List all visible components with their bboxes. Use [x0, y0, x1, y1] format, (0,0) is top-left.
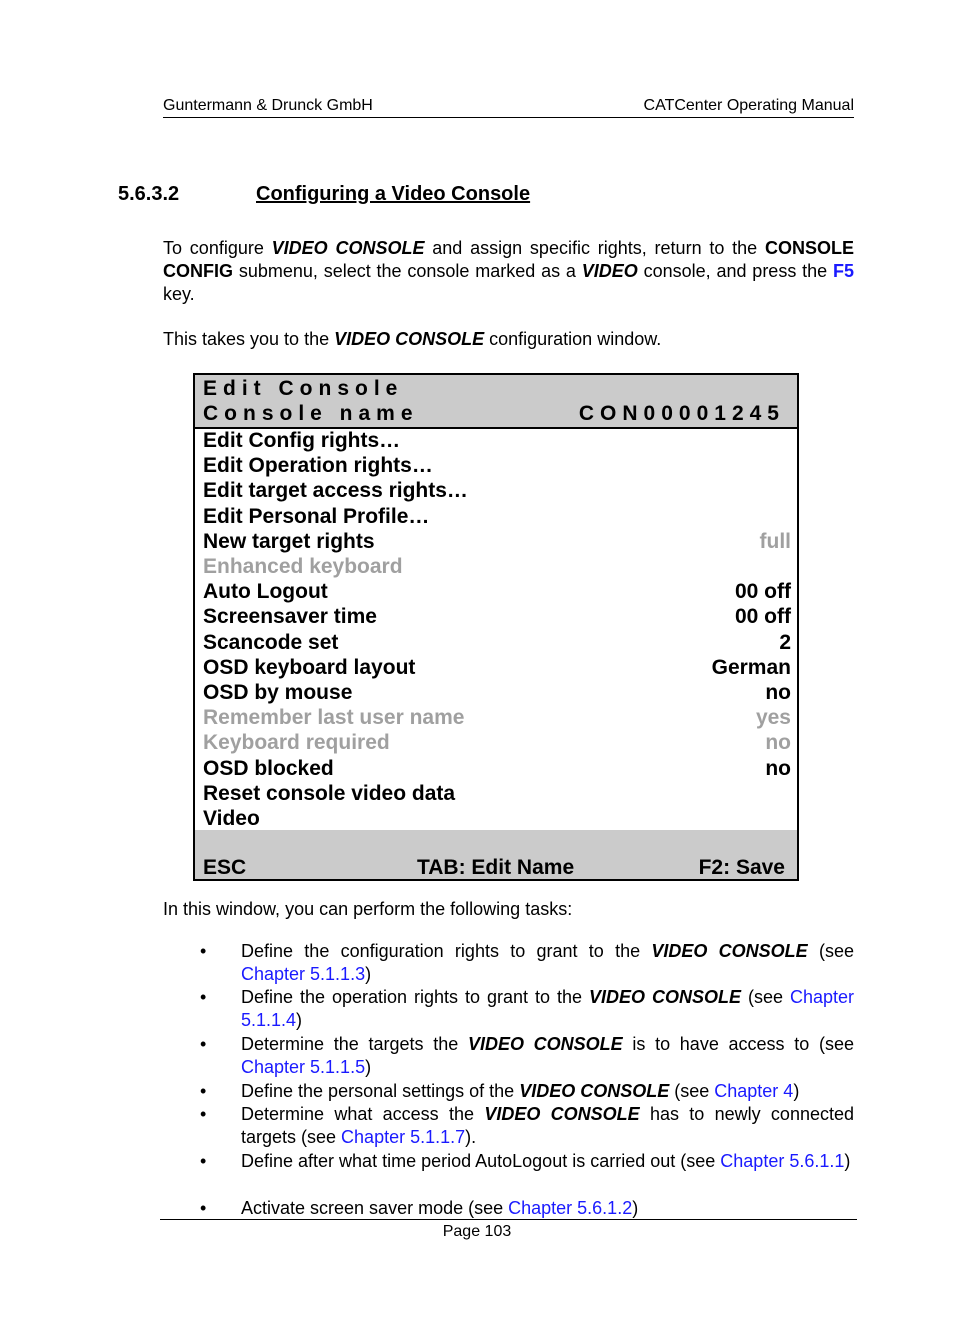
header-company: Guntermann & Drunck GmbH: [163, 97, 373, 114]
footer-rule: [160, 1219, 857, 1220]
osd-header: [195, 375, 797, 429]
osd-menu-item-value: 00 off: [734, 605, 791, 629]
osd-menu-item[interactable]: [203, 681, 791, 706]
osd-console-name-label: Console name: [203, 402, 419, 425]
header-manual-title: CATCenter Operating Manual: [643, 97, 854, 114]
osd-menu-item-label: Reset console video data: [203, 781, 456, 805]
osd-menu-item[interactable]: [203, 580, 791, 605]
bullet-icon: •: [200, 1104, 207, 1124]
osd-console-name-value[interactable]: CON00001245: [578, 402, 785, 425]
task-list-item-text: Define after what time period AutoLogout is carried out (see Chapter 5.6.1.1): [241, 1151, 851, 1171]
tasks-intro: In this window, you can perform the following tasks:: [163, 899, 573, 919]
osd-menu-item[interactable]: [203, 656, 791, 681]
osd-tab-edit-name[interactable]: TAB: Edit Name: [417, 856, 575, 879]
osd-menu-item-label: Auto Logout: [203, 580, 328, 604]
osd-esc-key[interactable]: ESC: [203, 856, 247, 879]
keyword-f5: F5: [832, 261, 854, 281]
osd-menu-item-label: Edit Personal Profile…: [203, 504, 430, 528]
bullet-icon: •: [200, 941, 207, 961]
keyword-console-config: CONSOLE CONFIG: [163, 238, 855, 281]
osd-menu-item[interactable]: [203, 631, 791, 656]
osd-menu-item-value: no: [765, 731, 791, 755]
osd-menu-item-label: OSD keyboard layout: [203, 655, 416, 679]
osd-menu-item-label: Edit target access rights…: [203, 479, 468, 503]
osd-menu-item[interactable]: [203, 429, 791, 454]
osd-menu-item-value: German: [711, 655, 791, 679]
osd-edit-console-window: [193, 373, 799, 881]
osd-menu-item-value: no: [765, 756, 791, 780]
osd-menu-item-label: Edit Config rights…: [203, 429, 401, 452]
osd-menu-item[interactable]: [203, 530, 791, 555]
osd-menu-item-label: Video: [203, 807, 260, 830]
chapter-link[interactable]: Chapter 5.1.1.4: [241, 987, 854, 1030]
bullet-icon: •: [200, 1081, 207, 1101]
osd-menu-item-label: Edit Operation rights…: [203, 454, 433, 478]
intro-paragraph: To configure VIDEO CONSOLE and assign specific rights, return to the CONSOLE CONFIG submenu, select the console marked as a VIDEO console, and press the F5 key.: [163, 238, 855, 304]
osd-menu-item-label: OSD by mouse: [203, 681, 353, 704]
osd-menu-item-label: Screensaver time: [203, 605, 377, 629]
task-list-item-text: Define the configuration rights to grant to the VIDEO CONSOLE (see Chapter 5.1.1.3): [241, 941, 854, 984]
bullet-icon: •: [200, 1034, 207, 1054]
window-paragraph: This takes you to the VIDEO CONSOLE configuration window.: [163, 329, 662, 349]
osd-menu-item[interactable]: [203, 454, 791, 479]
chapter-link[interactable]: Chapter 5.1.1.5: [241, 1057, 366, 1077]
osd-menu-item-label: Remember last user name: [203, 706, 465, 730]
task-list-item-text: Determine the targets the VIDEO CONSOLE is to have access to (see Chapter 5.1.1.5): [241, 1034, 854, 1077]
osd-menu-item-label: Scancode set: [203, 630, 339, 654]
osd-footer: [195, 830, 797, 879]
page-number: Page 103: [442, 1223, 512, 1240]
osd-menu-item[interactable]: [203, 505, 791, 530]
bullet-icon: •: [200, 1151, 207, 1171]
keyword-video: VIDEO: [581, 261, 638, 281]
osd-menu-item[interactable]: [203, 731, 791, 756]
chapter-link[interactable]: Chapter 5.1.1.3: [241, 964, 366, 984]
osd-menu-item[interactable]: [203, 807, 791, 832]
osd-menu-item-label: OSD blocked: [203, 756, 334, 780]
section-title: Configuring a Video Console: [256, 183, 531, 205]
osd-menu-item-value: full: [759, 529, 791, 553]
osd-menu-item-value: yes: [755, 706, 791, 730]
osd-menu-item-label: New target rights: [203, 529, 375, 553]
bullet-icon: •: [200, 987, 207, 1007]
task-list-item-text: Define the personal settings of the VIDEO CONSOLE (see Chapter 4): [241, 1081, 800, 1101]
task-list-item-text: Define the operation rights to grant to the VIDEO CONSOLE (see Chapter 5.1.1.4): [241, 987, 854, 1030]
osd-menu-item[interactable]: [203, 605, 791, 630]
osd-menu-item[interactable]: [203, 757, 791, 782]
chapter-link[interactable]: Chapter 5.6.1.1: [720, 1151, 845, 1171]
keyword-video-console: VIDEO CONSOLE: [271, 238, 425, 258]
bullet-icon: •: [200, 1198, 207, 1218]
task-list-item-text: Determine what access the VIDEO CONSOLE has to newly connected targets (see Chapter 5.1.1.7).: [241, 1104, 854, 1147]
osd-menu-item[interactable]: [203, 782, 791, 807]
osd-title: Edit Console: [203, 377, 404, 400]
osd-menu-item[interactable]: [203, 706, 791, 731]
chapter-link[interactable]: Chapter 5.6.1.2: [508, 1198, 633, 1218]
chapter-link[interactable]: Chapter 4: [714, 1081, 794, 1101]
page-header: [163, 97, 854, 118]
task-list-item-text: Activate screen saver mode (see Chapter 5.6.1.2): [241, 1198, 639, 1218]
osd-menu-item-label: Enhanced keyboard: [203, 555, 403, 578]
osd-menu-item-value: no: [765, 681, 791, 704]
osd-menu-item-value: 2: [779, 630, 791, 654]
osd-f2-save[interactable]: F2: Save: [698, 856, 785, 879]
osd-menu-item[interactable]: [203, 555, 791, 580]
chapter-link[interactable]: Chapter 5.1.1.7: [341, 1127, 466, 1147]
osd-menu-item[interactable]: [203, 479, 791, 504]
section-number: 5.6.3.2: [118, 183, 180, 205]
osd-menu-item-label: Keyboard required: [203, 731, 390, 755]
osd-menu-item-value: 00 off: [734, 580, 791, 604]
